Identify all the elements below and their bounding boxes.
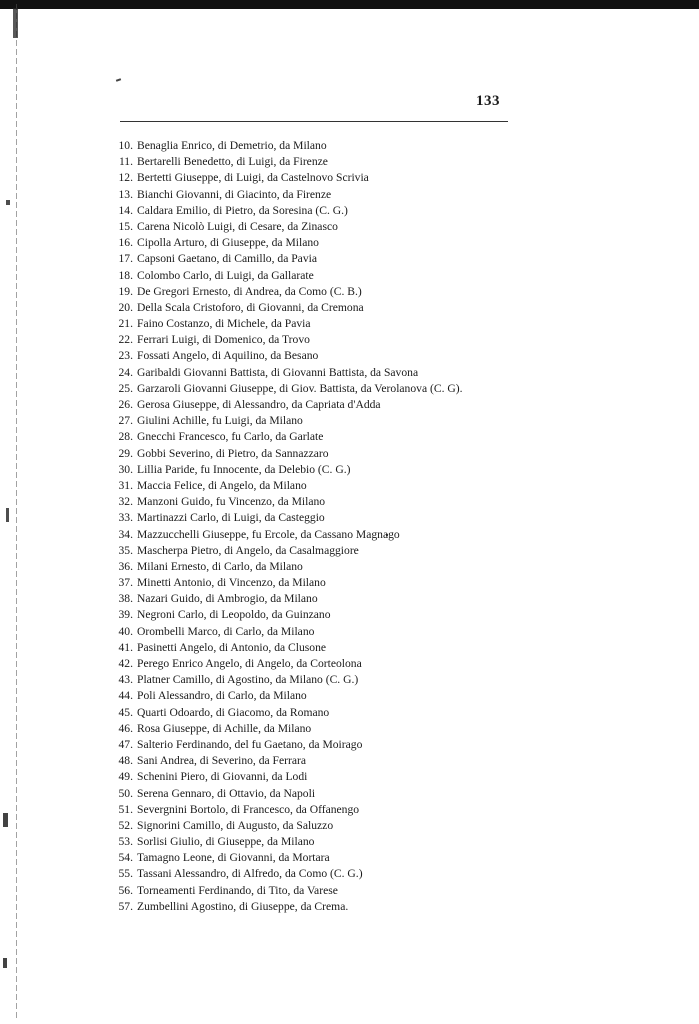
entry-number: 15. bbox=[118, 219, 133, 233]
entry-text: Serena Gennaro, di Ottavio, da Napoli bbox=[137, 786, 316, 800]
entry-text: Perego Enrico Angelo, di Angelo, da Corteolona bbox=[137, 657, 362, 670]
entry-text: Garibaldi Giovanni Battista, di Giovanni Battista, da Savona bbox=[137, 365, 419, 379]
entry-text: Tassani Alessandro, di Alfredo, da Como (C. G.) bbox=[137, 867, 363, 881]
entry-text: Milani Ernesto, di Carlo, da Milano bbox=[137, 559, 303, 573]
entry-text: Mascherpa Pietro, di Angelo, da Casalmaggiore bbox=[137, 543, 359, 557]
entry-text: Schenini Piero, di Giovanni, da Lodi bbox=[137, 770, 308, 784]
entry-number: 35. bbox=[118, 543, 133, 557]
entry-text: Salterio Ferdinando, del fu Gaetano, da Moirago bbox=[137, 737, 363, 751]
entry-text: Caldara Emilio, di Pietro, da Soresina (C. G.) bbox=[137, 203, 348, 217]
entry-text: Gobbi Severino, di Pietro, da Sannazzaro bbox=[137, 446, 329, 460]
entry-text: Della Scala Cristoforo, di Giovanni, da Cremona bbox=[137, 300, 364, 314]
entry-number: 16. bbox=[118, 236, 133, 250]
entry-text: Gerosa Giuseppe, di Alessandro, da Capriata d'Adda bbox=[137, 398, 381, 411]
ink-speck bbox=[116, 78, 121, 82]
entry-text: Zumbellini Agostino, di Giuseppe, da Crema. bbox=[137, 899, 349, 913]
entry-text: Sorlisi Giulio, di Giuseppe, da Milano bbox=[137, 835, 315, 849]
entry-text: Benaglia Enrico, di Demetrio, da Milano bbox=[137, 139, 327, 152]
entry-number: 52. bbox=[118, 818, 133, 832]
entry-text: Sani Andrea, di Severino, da Ferrara bbox=[137, 754, 307, 768]
entry-number: 40. bbox=[118, 624, 133, 638]
entry-text: Cipolla Arturo, di Giuseppe, da Milano bbox=[137, 236, 319, 250]
entry-number: 12. bbox=[118, 171, 133, 185]
entry-text: Martinazzi Carlo, di Luigi, da Casteggio bbox=[137, 511, 325, 525]
entry-number: 44. bbox=[118, 689, 133, 703]
entry-number: 43. bbox=[118, 673, 133, 687]
entry-text: Minetti Antonio, di Vincenzo, da Milano bbox=[137, 576, 326, 590]
entry-text: Poli Alessandro, di Carlo, da Milano bbox=[137, 689, 307, 703]
entry-text: Severgnini Bortolo, di Francesco, da Offanengo bbox=[137, 802, 360, 816]
entry-text: Signorini Camillo, di Augusto, da Saluzzo bbox=[137, 818, 334, 832]
entry-number: 30. bbox=[118, 462, 133, 476]
entry-text: Capsoni Gaetano, di Camillo, da Pavia bbox=[137, 252, 317, 266]
page-number: 133 bbox=[476, 93, 500, 109]
entry-number: 10. bbox=[118, 139, 133, 152]
entry-number: 56. bbox=[118, 883, 133, 897]
entry-text: Gnecchi Francesco, fu Carlo, da Garlate bbox=[137, 430, 324, 444]
entry-number: 51. bbox=[118, 802, 133, 816]
entry-number: 20. bbox=[118, 300, 133, 314]
entry-text: Orombelli Marco, di Carlo, da Milano bbox=[137, 624, 315, 638]
entry-number: 37. bbox=[118, 576, 133, 590]
entry-text: Lillia Paride, fu Innocente, da Delebio (C. G.) bbox=[137, 462, 351, 476]
header-rule bbox=[120, 121, 508, 122]
entry-number: 45. bbox=[118, 705, 133, 719]
entry-number: 47. bbox=[118, 737, 133, 751]
entry-text: Torneamenti Ferdinando, di Tito, da Varese bbox=[137, 883, 338, 897]
entry-text: Garzaroli Giovanni Giuseppe, di Giov. Battista, da Verolanova (C. G). bbox=[137, 381, 463, 395]
entry-number: 29. bbox=[118, 446, 133, 460]
entry-number: 38. bbox=[118, 592, 133, 606]
entry-number: 25. bbox=[118, 381, 133, 395]
margin-mark bbox=[3, 958, 7, 968]
entry-text: Maccia Felice, di Angelo, da Milano bbox=[137, 478, 307, 492]
entry-number: 26. bbox=[118, 398, 133, 411]
entry-number: 49. bbox=[118, 770, 133, 784]
entry-text: Bertarelli Benedetto, di Luigi, da Firenze bbox=[137, 155, 328, 169]
entry-number: 21. bbox=[118, 317, 133, 331]
entry-text: Platner Camillo, di Agostino, da Milano (C. G.) bbox=[137, 673, 359, 687]
entry-number: 32. bbox=[118, 495, 133, 509]
entry-number: 23. bbox=[118, 349, 133, 363]
margin-mark bbox=[13, 8, 18, 38]
entry-number: 42. bbox=[118, 657, 133, 670]
entry-number: 41. bbox=[118, 640, 133, 654]
entry-number: 11. bbox=[118, 155, 133, 169]
entry-text: Bianchi Giovanni, di Giacinto, da Firenze bbox=[137, 187, 332, 201]
entry-text: Carena Nicolò Luigi, di Cesare, da Zinasco bbox=[137, 219, 338, 233]
entry-number: 50. bbox=[118, 786, 133, 800]
entry-text: Colombo Carlo, di Luigi, da Gallarate bbox=[137, 268, 314, 282]
entry-text: Manzoni Guido, fu Vincenzo, da Milano bbox=[137, 495, 326, 509]
entry-text: Faino Costanzo, di Michele, da Pavia bbox=[137, 317, 311, 331]
entry-text: Tamagno Leone, di Giovanni, da Mortara bbox=[137, 851, 330, 865]
entry-number: 48. bbox=[118, 754, 133, 768]
entry-text: Mazzucchelli Giuseppe, fu Ercole, da Cassano Magnago bbox=[137, 527, 400, 541]
scan-top-border bbox=[0, 0, 699, 9]
entry-number: 33. bbox=[118, 511, 133, 525]
entry-number: 36. bbox=[118, 559, 133, 573]
entry-number: 57. bbox=[118, 899, 133, 913]
entry-text: Negroni Carlo, di Leopoldo, da Guinzano bbox=[137, 608, 331, 622]
entry-number: 14. bbox=[118, 203, 133, 217]
entry-number: 22. bbox=[118, 333, 133, 347]
entry-number: 27. bbox=[118, 414, 133, 428]
entry-number: 24. bbox=[118, 365, 133, 379]
entry-number: 31. bbox=[118, 478, 133, 492]
entry-number: 53. bbox=[118, 835, 133, 849]
entry-number: 34. bbox=[118, 527, 133, 541]
entry-number: 46. bbox=[118, 721, 133, 735]
entry-number: 19. bbox=[118, 284, 133, 298]
entry-text: Nazari Guido, di Ambrogio, da Milano bbox=[137, 592, 318, 606]
entry-text: Pasinetti Angelo, di Antonio, da Clusone bbox=[137, 640, 327, 654]
entry-number: 17. bbox=[118, 252, 133, 266]
entry-text: De Gregori Ernesto, di Andrea, da Como (C. B.) bbox=[137, 284, 362, 298]
entry-text: Giulini Achille, fu Luigi, da Milano bbox=[137, 414, 303, 428]
entry-text: Rosa Giuseppe, di Achille, da Milano bbox=[137, 721, 312, 735]
entry-number: 39. bbox=[118, 608, 133, 622]
entry-text: Quarti Odoardo, di Giacomo, da Romano bbox=[137, 705, 330, 719]
entry-number: 54. bbox=[118, 851, 133, 865]
entry-text: Bertetti Giuseppe, di Luigi, da Castelnovo Scrivia bbox=[137, 171, 369, 185]
entry-text: Fossati Angelo, di Aquilino, da Besano bbox=[137, 349, 319, 363]
entry-number: 18. bbox=[118, 268, 133, 282]
entry-number: 28. bbox=[118, 430, 133, 444]
entry-text: Ferrari Luigi, di Domenico, da Trovo bbox=[137, 333, 310, 347]
entry-number: 13. bbox=[118, 187, 133, 201]
entry-number: 55. bbox=[118, 867, 133, 881]
